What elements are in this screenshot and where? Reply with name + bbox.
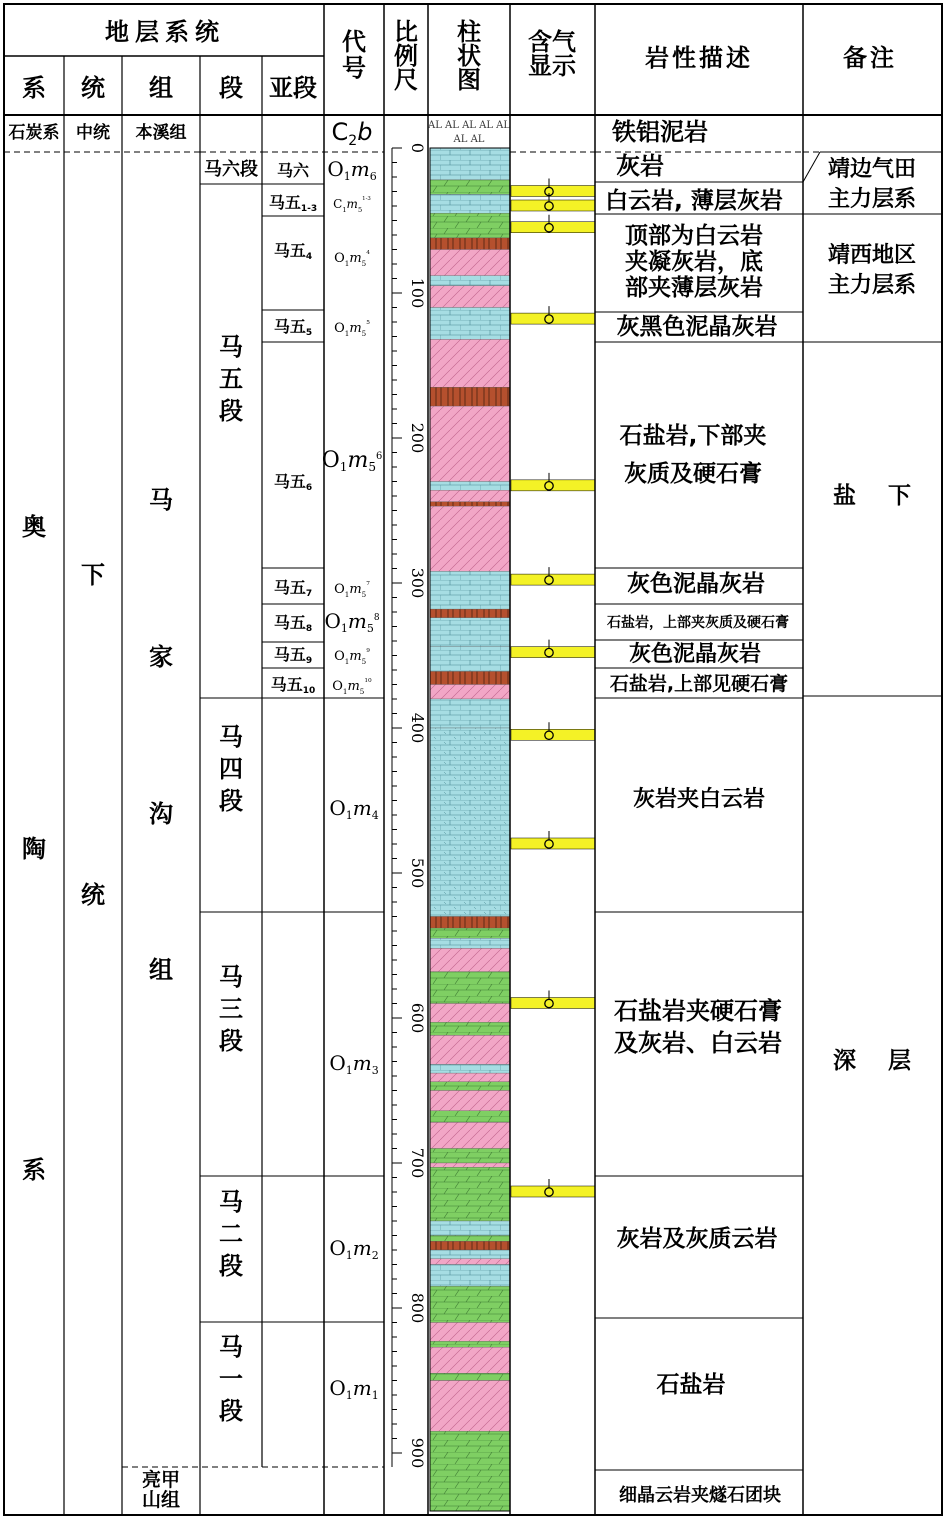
gas-show-dot <box>545 648 553 656</box>
column-layer-halite <box>430 1122 510 1148</box>
system-char-3: 系 <box>22 1156 46 1184</box>
column-layer-limestone <box>430 194 510 213</box>
remark-label: 靖西地区主力层系 <box>827 243 917 298</box>
member-label: 马三段 <box>219 963 243 1055</box>
column-layer-anhydrite <box>430 502 510 506</box>
column-layer-dolomite <box>430 213 510 238</box>
column-layer-limestone <box>430 728 510 917</box>
column-layer-anhydrite <box>430 1241 510 1250</box>
member-label: 马一段 <box>219 1333 243 1425</box>
gas-show-markers <box>511 179 595 1198</box>
column-layer-dolomite <box>430 1167 510 1221</box>
top-lithology: 铁铝泥岩 <box>612 118 708 146</box>
remark-label: 靖边气田主力层系 <box>827 157 917 212</box>
column-layer-limestone <box>430 1221 510 1236</box>
gas-show-dot <box>545 576 553 584</box>
formation-char-4: 组 <box>149 956 173 984</box>
scale-label: 200 <box>408 422 427 454</box>
scale-label: 300 <box>408 567 427 599</box>
column-top-label-2: AL AL <box>453 134 485 145</box>
top-code: $C_2b$ <box>331 118 373 149</box>
submember-label: 马五1-3 <box>268 193 318 214</box>
code-label: $O_1m_5^9$ <box>334 648 370 666</box>
submember-label: 马五4 <box>273 241 313 262</box>
code-label: $O_1m_5^8$ <box>324 609 380 635</box>
column-layer-halite <box>430 1073 510 1082</box>
header-series: 统 <box>81 74 105 102</box>
column-layer-halite <box>430 1347 510 1373</box>
header-stratigraphy: 地层系统 <box>105 18 225 46</box>
member-label: 马四段 <box>219 723 243 815</box>
gas-show-dot <box>545 315 553 323</box>
scale-label: 0 <box>408 142 427 154</box>
formation-char-3: 沟 <box>149 800 173 828</box>
column-layer-limestone <box>430 276 510 286</box>
submember-labels <box>269 161 317 696</box>
gas-show-dot <box>545 1188 553 1196</box>
scale-label: 800 <box>408 1292 427 1324</box>
column-layer-dolomite <box>430 1286 510 1322</box>
column-layer-limestone <box>430 618 510 647</box>
header-gas-show: 含气显示 <box>528 28 576 80</box>
column-layer-halite <box>430 1163 510 1167</box>
lithology-descriptions <box>605 152 789 1506</box>
column-layer-halite <box>430 1004 510 1023</box>
column-layer-dolomite <box>430 1373 510 1380</box>
code-label: $O_1m_5^{10}$ <box>332 678 372 696</box>
lithology-description: 石盐岩，上部夹灰质及硬石膏 <box>607 615 789 631</box>
code-label: $O_1m_4$ <box>329 796 379 822</box>
submember-label: 马五5 <box>273 317 313 338</box>
header-remarks: 备注 <box>843 44 897 72</box>
column-layer-limestone <box>430 938 510 948</box>
scale-label: 100 <box>408 277 427 309</box>
column-layer-limestone <box>430 571 510 609</box>
column-layer-limestone <box>430 647 510 672</box>
member-label: 马二段 <box>219 1188 243 1280</box>
column-layer-halite <box>430 339 510 387</box>
code-label: $O_1m_6$ <box>327 157 377 183</box>
header-member: 段 <box>219 74 243 102</box>
remark-label: 盐 下 <box>832 483 912 509</box>
column-top-label: AL AL AL AL AL <box>427 120 511 131</box>
series-char-1: 下 <box>81 561 105 589</box>
lithology-description: 灰岩 <box>616 152 664 180</box>
gas-show-dot <box>545 224 553 232</box>
column-layer-halite <box>430 1259 510 1265</box>
formation-char-2: 家 <box>149 643 173 671</box>
scale-label: 600 <box>408 1002 427 1034</box>
lithology-description: 石盐岩,下部夹灰质及硬石膏 <box>619 423 767 487</box>
gas-show-dot <box>545 202 553 210</box>
column-layer-limestone <box>430 308 510 340</box>
system-char-1: 奥 <box>22 513 46 541</box>
column-layer-dolomite <box>430 1341 510 1347</box>
lithology-description: 灰岩夹白云岩 <box>632 787 766 812</box>
submember-label: 马五6 <box>273 472 313 493</box>
top-formation: 本溪组 <box>135 123 187 143</box>
column-layer-dolomite <box>430 928 510 938</box>
header-submember: 亚段 <box>269 74 317 102</box>
gas-show-dot <box>545 731 553 739</box>
gas-show-dot <box>545 999 553 1007</box>
code-label: $O_1m_5^4$ <box>334 250 370 268</box>
column-layer-dolomite <box>430 1149 510 1164</box>
submember-label: 马五9 <box>273 645 313 666</box>
gas-show-dot <box>545 840 553 848</box>
code-labels <box>322 157 383 1402</box>
member-labels <box>204 159 258 1425</box>
header-column: 柱状图 <box>457 18 481 94</box>
column-layer-dolomite <box>430 1111 510 1123</box>
member-label: 马五段 <box>219 333 243 425</box>
lithology-column <box>430 148 510 1511</box>
lithology-description: 灰岩及灰质云岩 <box>616 1226 778 1252</box>
code-label: $C_1m_5^{1-3}$ <box>333 196 371 214</box>
depth-scale <box>392 143 427 1468</box>
column-layer-limestone <box>430 1265 510 1287</box>
scale-label: 900 <box>408 1437 427 1469</box>
system-char-2: 陶 <box>22 835 46 863</box>
column-layer-anhydrite <box>430 238 510 250</box>
column-layer-halite <box>430 506 510 571</box>
member-label: 马六段 <box>204 159 258 180</box>
column-layer-limestone <box>430 1064 510 1073</box>
top-system: 石炭系 <box>8 123 60 143</box>
code-label: $O_1m_2$ <box>329 1236 379 1262</box>
lithology-description: 石盐岩,上部见硬石膏 <box>609 673 789 695</box>
code-label: $O_1m_1$ <box>329 1376 379 1402</box>
header-lithology: 岩性描述 <box>645 44 753 72</box>
remarks-labels <box>828 156 916 1074</box>
column-layer-dolomite <box>430 1082 510 1091</box>
code-label: $O1m5^6$ <box>321 448 383 474</box>
lithology-description: 石盐岩夹硬石膏及灰岩、白云岩 <box>614 997 782 1057</box>
scale-label: 700 <box>408 1147 427 1179</box>
lithology-description: 灰黑色泥晶灰岩 <box>616 314 778 340</box>
header-system: 系 <box>22 74 46 102</box>
column-layer-anhydrite <box>430 387 510 406</box>
column-layer-halite <box>430 490 510 502</box>
column-layer-dolomite <box>430 1431 510 1511</box>
column-layer-halite <box>430 948 510 971</box>
column-layer-dolomite <box>430 972 510 1004</box>
column-layer-dolomite <box>430 1236 510 1242</box>
formation-char-1: 马 <box>149 486 173 514</box>
column-layer-limestone <box>430 1250 510 1259</box>
header-scale: 比例尺 <box>394 18 418 94</box>
column-layer-anhydrite <box>430 917 510 929</box>
column-layer-limestone <box>430 699 510 728</box>
submember-label: 马五8 <box>273 613 313 634</box>
column-layer-limestone <box>430 482 510 491</box>
column-layer-halite <box>430 685 510 700</box>
lithology-description: 灰色泥晶灰岩 <box>628 642 762 667</box>
lithology-description: 顶部为白云岩夹凝灰岩，底部夹薄层灰岩 <box>625 223 763 301</box>
remark-label: 深 层 <box>832 1048 912 1074</box>
code-label: $O_1m_3$ <box>329 1051 379 1077</box>
top-series: 中统 <box>76 123 110 143</box>
scale-label: 400 <box>408 712 427 744</box>
code-label: $O_1m_5^5$ <box>334 320 370 338</box>
column-layer-dolomite <box>430 180 510 195</box>
column-layer-halite <box>430 406 510 481</box>
series-char-2: 统 <box>81 881 105 909</box>
column-layer-halite <box>430 1323 510 1342</box>
submember-label: 马五7 <box>273 578 313 599</box>
submember-label: 马五10 <box>270 675 316 696</box>
column-layer-halite <box>430 1091 510 1111</box>
column-layer-halite <box>430 1035 510 1064</box>
column-layer-halite <box>430 1381 510 1432</box>
lithology-description: 白云岩, 薄层灰岩 <box>605 188 783 214</box>
column-layer-dolomite <box>430 1022 510 1035</box>
column-layer-anhydrite <box>430 671 510 684</box>
column-layer-anhydrite <box>430 609 510 618</box>
column-layer-halite <box>430 286 510 308</box>
column-layer-halite <box>430 250 510 276</box>
gas-show-dot <box>545 482 553 490</box>
scale-label: 500 <box>408 857 427 889</box>
column-layer-limestone <box>430 148 510 180</box>
lithology-description: 石盐岩 <box>656 1372 726 1398</box>
code-label: $O_1m_5^7$ <box>334 581 370 599</box>
formation-liangjiashan: 亮甲山组 <box>141 1469 181 1511</box>
lithology-description: 灰色泥晶灰岩 <box>627 571 765 597</box>
submember-label: 马六 <box>276 161 310 180</box>
header-code: 代号 <box>342 28 366 82</box>
header-formation: 组 <box>149 74 173 102</box>
lithology-description: 细晶云岩夹燧石团块 <box>619 1485 781 1506</box>
